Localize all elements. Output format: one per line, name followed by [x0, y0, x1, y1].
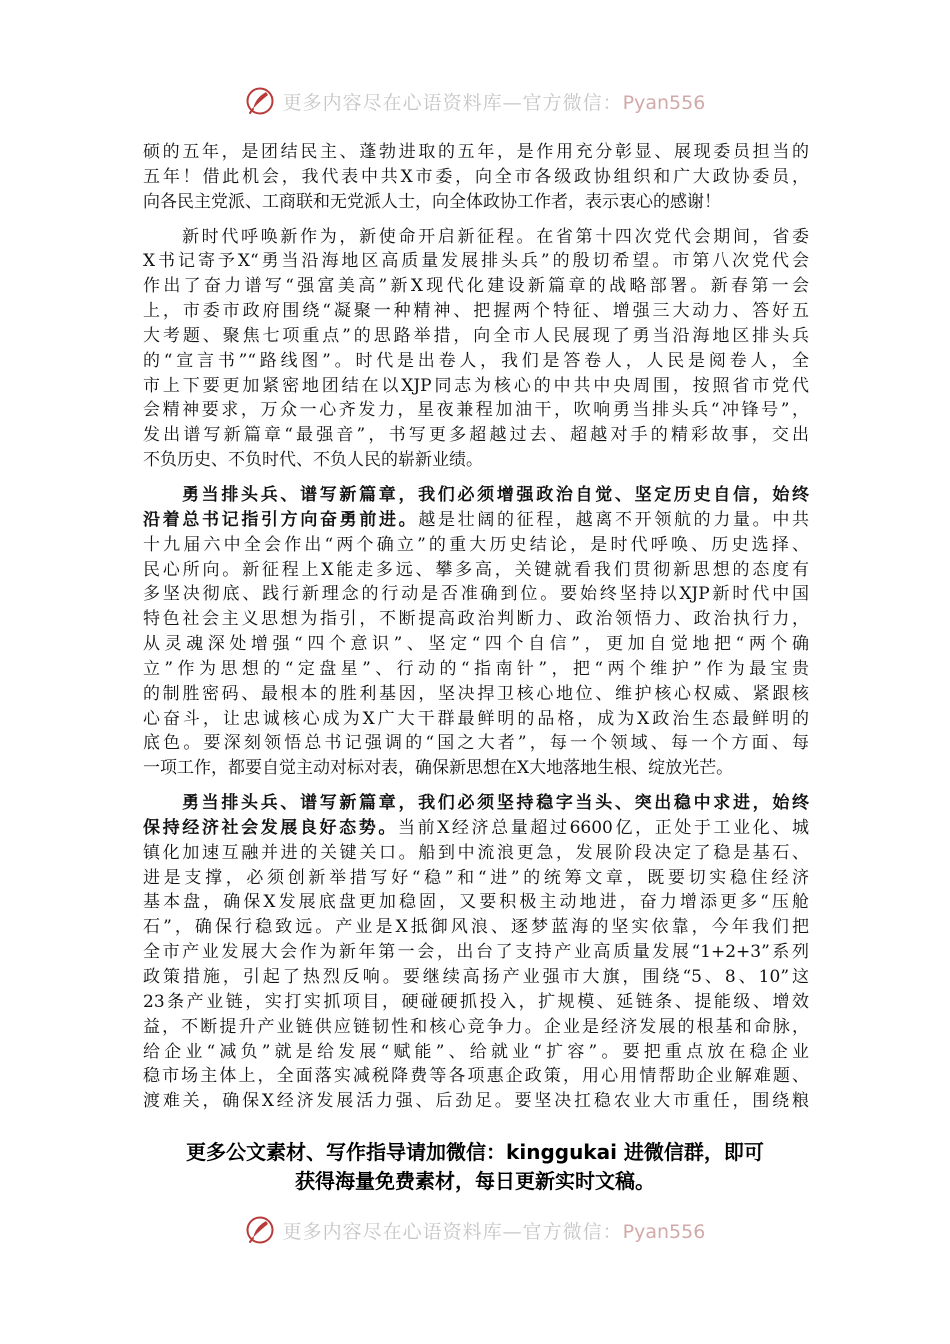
text-line: 石”，确保行稳致远。产业是X抵御风浪、逐梦蓝海的坚实依靠，今年我们把: [143, 917, 809, 938]
header-banner-text: 更多内容尽在心语资料库—官方微信：Pyan556: [282, 91, 706, 114]
text-line: 给企业“减负”就是给发展“赋能”、给就业“扩容”。要把重点放在稳企业: [143, 1041, 809, 1062]
text-line: 的制胜密码、最根本的胜利基因，坚决捍卫核心地位、维护核心权威、紧跟核: [143, 683, 809, 704]
text-line: 底色。要深刻领悟总书记强调的“国之大者”，每一个领域、每一个方面、每: [143, 733, 809, 754]
text-line: 向各民主党派、工商联和无党派人士，向全体政协工作者，表示衷心的感谢！: [143, 191, 721, 212]
text-line: 镇化加速互融并进的关键关口。船到中流浪更急，发展阶段决定了稳是基石、: [143, 842, 809, 863]
text-line: 会精神要求，万众一心齐发力，星夜兼程加油干，吹响勇当排头兵“冲锋号”，: [143, 400, 809, 421]
paragraph-4: [143, 791, 809, 1114]
text-line: 一项工作，都要自觉主动对标对表，确保新思想在X大地落地生根、绽放光芒。: [143, 758, 734, 779]
text-line: 23条产业链，实打实抓项目，硬碰硬抓投入，扩规模、延链条、提能级、增效: [143, 991, 809, 1012]
text-line: 全市产业发展大会作为新年第一会，出台了支持产业高质量发展“1+2+3”系列: [143, 942, 809, 963]
quill-pen-logo-icon: [245, 1215, 275, 1245]
text-line: 多坚决彻底、践行新理念的行动是否准确到位。要始终坚持以XJP新时代中国: [143, 584, 809, 605]
text-line: 新时代呼唤新作为，新使命开启新征程。在省第十四次党代会期间，省委: [182, 226, 809, 247]
text-line: 政策措施，引起了热烈反响。要继续高扬产业强市大旗，围绕“5、8、10”这: [143, 967, 809, 987]
bold-heading: 勇当排头兵、谱写新篇章，我们必须增强政治自觉、坚定历史自信，始终: [182, 484, 809, 505]
text-line: 保持经济社会发展良好态势。当前X经济总量超过6600亿，正处于工业化、城: [143, 817, 809, 838]
paragraph-1: [143, 140, 809, 215]
text-line: 基本盘，确保X发展底盘更加稳固，又要积极主动地进，奋力增添更多“压舱: [143, 892, 809, 913]
text-line: 进是支撑，必须创新举措写好“稳”和“进”的统筹文章，既要切实稳住经济: [143, 867, 809, 888]
text-line: 的“宣言书”“路线图”。时代是出卷人，我们是答卷人，人民是阅卷人，全: [143, 350, 809, 371]
text-line: 十九届六中全会作出“两个确立”的重大历史结论，是时代呼唤、历史选择、: [143, 534, 809, 555]
text-line: 从灵魂深处增强“四个意识”、坚定“四个自信”，更加自觉地把“两个确: [143, 634, 809, 655]
promo-line-2: 获得海量免费素材，每日更新实时文稿。: [295, 1169, 655, 1193]
bold-heading: 勇当排头兵、谱写新篇章，我们必须坚持稳字当头、突出稳中求进，始终: [182, 793, 809, 814]
text-line: [143, 483, 809, 508]
text-line: 市上下要更加紧密地团结在以XJP同志为核心的中共中央周围，按照省市党代: [143, 375, 809, 396]
paragraph-3: [143, 483, 809, 781]
promo-notice: [0, 1138, 950, 1196]
text-line: 五年！借此机会，我代表中共X市委，向全市各级政协组织和广大政协委员，: [143, 166, 809, 187]
text-line: 沿着总书记指引方向奋勇前进。越是壮阔的征程，越离不开领航的力量。中共: [143, 509, 809, 530]
text-line: 上，市委市政府围绕“凝聚一种精神、把握两个特征、增强三大动力、答好五: [143, 301, 809, 322]
text-line: 民心所向。新征程上X能走多远、攀多高，关键就看我们贯彻新思想的态度有: [143, 559, 809, 580]
header-banner: [0, 80, 950, 122]
footer-banner-text: 更多内容尽在心语资料库—官方微信：Pyan556: [282, 1220, 706, 1243]
text-line: 发出谱写新篇章“最强音”，书写更多超越过去、超越对手的精彩故事，交出: [143, 425, 809, 446]
paragraph-2: [143, 225, 809, 473]
header-wechat-id: Pyan556: [622, 91, 706, 114]
promo-line-1: 更多公文素材、写作指导请加微信：kinggukai 进微信群，即可: [186, 1140, 764, 1164]
text-line: 心奋斗，让忠诚核心成为X广大干群最鲜明的品格，成为X政治生态最鲜明的: [143, 708, 809, 729]
bold-heading: 沿着总书记指引方向奋勇前进。: [143, 509, 419, 530]
text-line: [143, 791, 809, 816]
text-line: 作出了奋力谱写“强富美高”新X现代化建设新篇章的战略部署。新春第一会: [143, 276, 809, 297]
footer-wechat-id: Pyan556: [622, 1220, 706, 1243]
bold-heading: 保持经济社会发展良好态势。: [143, 817, 398, 838]
footer-banner: [0, 1209, 950, 1251]
text-line: 特色社会主义思想为指引，不断提高政治判断力、政治领悟力、政治执行力，: [143, 609, 809, 630]
text-line: 益，不断提升产业链供应链韧性和核心竞争力。企业是经济发展的根基和命脉，: [143, 1016, 809, 1037]
text-line: 硕的五年，是团结民主、蓬勃进取的五年，是作用充分彰显、展现委员担当的: [143, 142, 809, 162]
document-body: [143, 140, 809, 1114]
text-line: 渡难关，确保X经济发展活力强、后劲足。要坚决扛稳农业大市重任，围绕粮: [143, 1091, 809, 1112]
text-line: 大考题、聚焦七项重点”的思路举措，向全市人民展现了勇当沿海地区排头兵: [143, 325, 809, 346]
text-line: 不负历史、不负时代、不负人民的崭新业绩。: [143, 450, 483, 471]
text-line: 立”作为思想的“定盘星”、行动的“指南针”，把“两个维护”作为最宝贵: [143, 658, 809, 679]
quill-pen-logo-icon: [245, 86, 275, 116]
text-line: 稳市场主体上，全面落实减税降费等各项惠企政策，用心用情帮助企业解难题、: [143, 1066, 809, 1087]
text-line: X书记寄予X“勇当沿海地区高质量发展排头兵”的殷切希望。市第八次党代会: [143, 251, 809, 272]
